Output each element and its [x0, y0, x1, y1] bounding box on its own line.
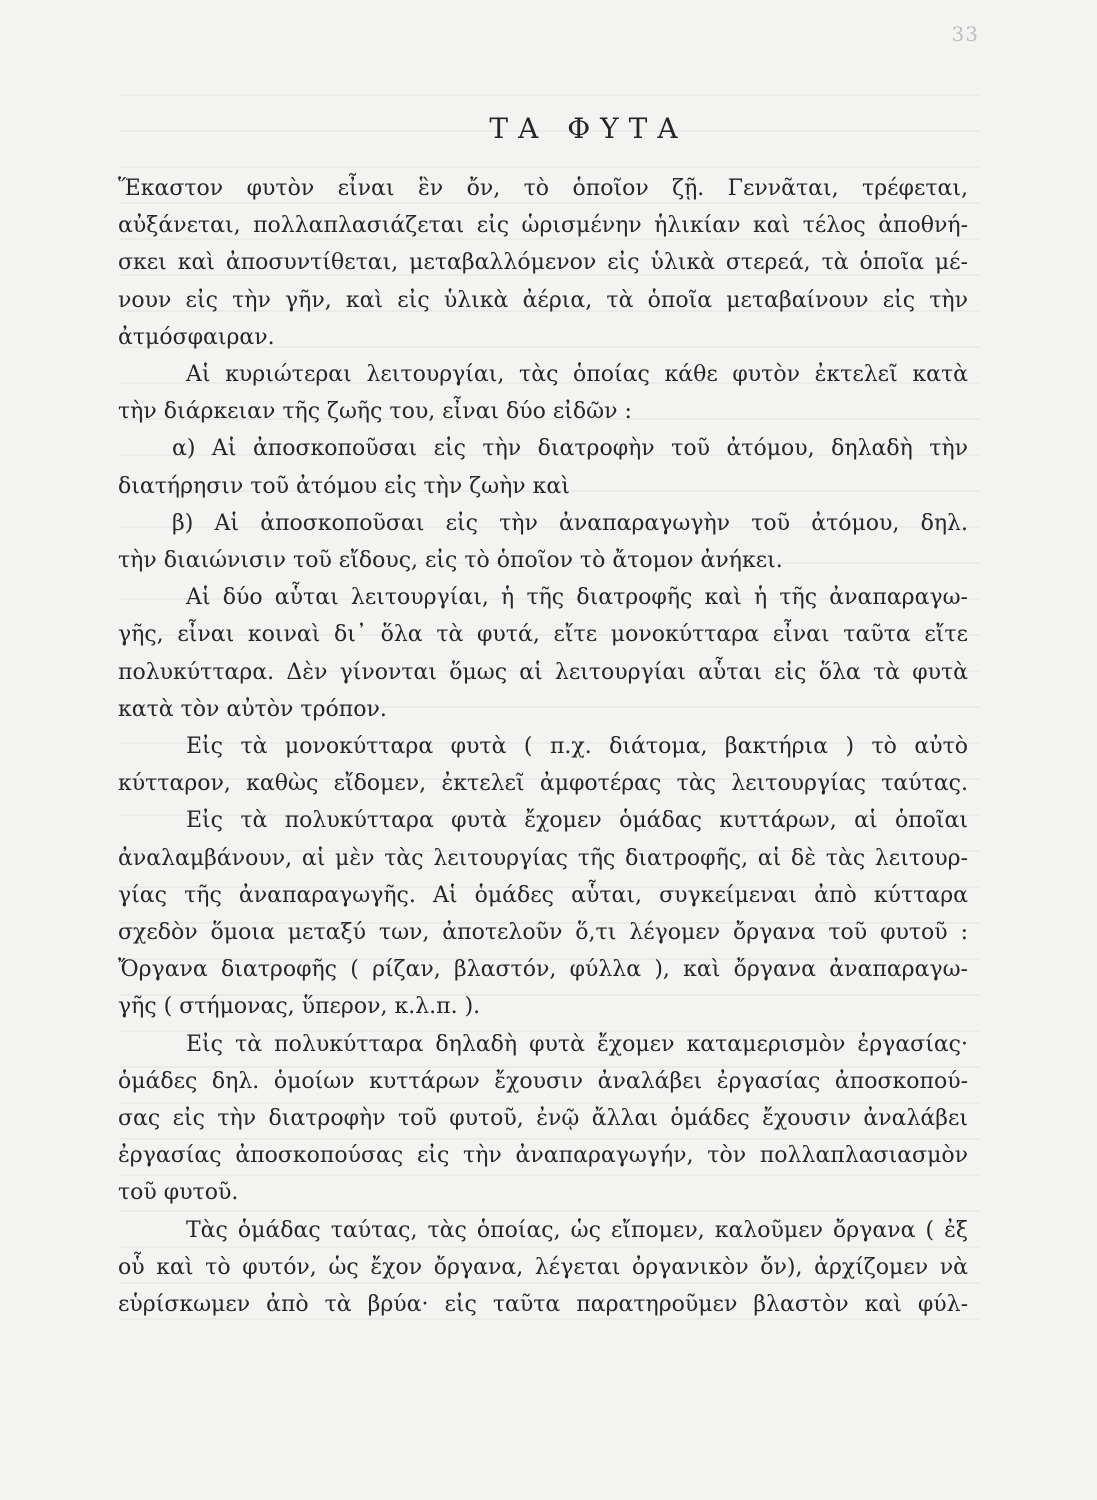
text-line: β) Αἱ ἀποσκοποῦσαι εἰς τὴν ἀναπαραγωγὴν τοῦ ἀτόμου, δηλ. — [172, 510, 968, 536]
text-line: αὐξάνεται, πολλαπλασιάζεται εἰς ὡρισμένην ἡλικίαν καὶ τέλος ἀποθνή- — [118, 213, 968, 239]
text-line: τὴν διαιώνισιν τοῦ εἴδους, εἰς τὸ ὁποῖον τὸ ἄτομον ἀνήκει. — [118, 548, 783, 574]
text-line: νουν εἰς τὴν γῆν, καὶ εἰς ὑλικὰ ἀέρια, τὰ ὁποῖα μεταβαίνουν εἰς τὴν — [118, 287, 968, 313]
text-line: ἐργασίας ἀποσκοπούσας εἰς τὴν ἀναπαραγωγήν, τὸν πολλαπλασιασμὸν — [118, 1143, 968, 1169]
text-line: Ἕκαστον φυτὸν εἶναι ἓν ὄν, τὸ ὁποῖον ζῇ. Γεννᾶται, τρέφεται, — [118, 176, 968, 201]
text-line: κατὰ τὸν αὐτὸν τρόπον. — [118, 696, 387, 722]
text-line: οὗ καὶ τὸ φυτόν, ὡς ἔχον ὄργανα, λέγεται ὀργανικὸν ὄν), ἀρχίζομεν νὰ — [118, 1254, 968, 1280]
text-line: Εἰς τὰ μονοκύτταρα φυτὰ ( π.χ. διάτομα, βακτήρια ) τὸ αὐτὸ — [186, 734, 968, 760]
text-line: γίας τῆς ἀναπαραγωγῆς. Αἱ ὁμάδες αὗται, συγκείμεναι ἀπὸ κύτταρα — [118, 882, 968, 908]
text-line: σας εἰς τὴν διατροφὴν τοῦ φυτοῦ, ἐνῷ ἄλλαι ὁμάδες ἔχουσιν ἀναλάβει — [118, 1106, 968, 1132]
text-line: σκει καὶ ἀποσυντίθεται, μεταβαλλόμενον εἰς ὑλικὰ στερεά, τὰ ὁποῖα μέ- — [118, 250, 968, 276]
text-line: ἀτμόσφαιραν. — [118, 324, 275, 350]
text-line: α) Αἱ ἀποσκοποῦσαι εἰς τὴν διατροφὴν τοῦ ἀτόμου, δηλαδὴ τὴν — [172, 436, 968, 462]
text-line: Αἱ κυριώτεραι λειτουργίαι, τὰς ὁποίας κάθε φυτὸν ἐκτελεῖ κατὰ — [186, 362, 968, 388]
text-line: τοῦ φυτοῦ. — [118, 1180, 239, 1206]
text-line: διατήρησιν τοῦ ἀτόμου εἰς τὴν ζωὴν καὶ — [118, 473, 570, 499]
body-text — [118, 170, 968, 1323]
text-line: Εἰς τὰ πολυκύτταρα δηλαδὴ φυτὰ ἔχομεν καταμερισμὸν ἐργασίας· — [186, 1031, 968, 1057]
text-line: σχεδὸν ὅμοια μεταξύ των, ἀποτελοῦν ὅ,τι λέγομεν ὄργανα τοῦ φυτοῦ : — [118, 920, 968, 946]
text-line: πολυκύτταρα. Δὲν γίνονται ὅμως αἱ λειτουργίαι αὗται εἰς ὅλα τὰ φυτὰ — [118, 659, 968, 685]
text-line: Ὄργανα διατροφῆς ( ρίζαν, βλαστόν, φύλλα ), καὶ ὄργανα ἀναπαραγω- — [118, 957, 968, 983]
text-line: ἀναλαμβάνουν, αἱ μὲν τὰς λειτουργίας τῆς διατροφῆς, αἱ δὲ τὰς λειτουρ- — [118, 845, 968, 871]
text-line: εὑρίσκωμεν ἀπὸ τὰ βρύα· εἰς ταῦτα παρατηροῦμεν βλαστὸν καὶ φύλ- — [118, 1292, 968, 1318]
text-line: Εἰς τὰ πολυκύτταρα φυτὰ ἔχομεν ὁμάδας κυττάρων, αἱ ὁποῖαι — [186, 808, 968, 834]
page-number: 33 — [951, 22, 979, 46]
text-line: Αἱ δύο αὗται λειτουργίαι, ἡ τῆς διατροφῆς καὶ ἡ τῆς ἀναπαραγω- — [186, 585, 968, 611]
text-line: ὁμάδες δηλ. ὁμοίων κυττάρων ἔχουσιν ἀναλάβει ἐργασίας ἀποσκοπού- — [118, 1068, 968, 1094]
page-title: ΤΑ ΦΥΤΑ — [489, 112, 688, 145]
text-line: γῆς, εἶναι κοιναὶ δι᾽ ὅλα τὰ φυτά, εἴτε μονοκύτταρα εἶναι ταῦτα εἴτε — [118, 622, 968, 648]
text-line: γῆς ( στήμονας, ὕπερον, κ.λ.π. ). — [118, 994, 481, 1020]
text-line: Τὰς ὁμάδας ταύτας, τὰς ὁποίας, ὡς εἴπομεν, καλοῦμεν ὄργανα ( ἐξ — [186, 1217, 968, 1243]
text-line: τὴν διάρκειαν τῆς ζωῆς του, εἶναι δύο εἰδῶν : — [118, 399, 632, 425]
text-line: κύτταρον, καθὼς εἴδομεν, ἐκτελεῖ ἀμφοτέρας τὰς λειτουργίας ταύτας. — [118, 771, 968, 797]
